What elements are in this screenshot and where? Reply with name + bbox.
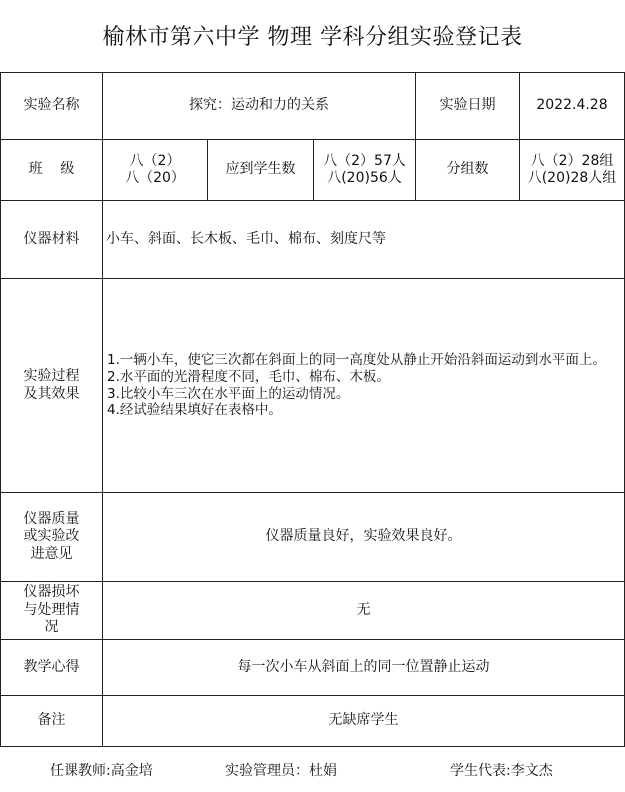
class-row (1, 140, 625, 201)
class-label: 班 级 (1, 140, 103, 201)
process-step: 3.比较小车三次在水平面上的运动情况。 (107, 385, 350, 402)
damage-value: 无 (103, 582, 625, 640)
teaching-label: 教学心得 (1, 640, 103, 696)
process-label: 实验过程 及其效果 (1, 279, 103, 493)
expected-students-value: 八（2）57人 八(20)56人 (314, 140, 416, 201)
registration-table (0, 72, 625, 747)
teaching-row (1, 640, 625, 696)
student-signature: 学生代表:李文杰 (450, 763, 553, 779)
process-step: 1.一辆小车，使它三次都在斜面上的同一高度处从静止开始沿斜面运动到水平面上。 (107, 351, 606, 368)
quality-value: 仪器质量良好，实验效果良好。 (103, 493, 625, 582)
process-row (1, 279, 625, 493)
process-step: 2.水平面的光滑程度不同，毛巾、棉布、木板。 (107, 368, 390, 385)
page-title: 榆林市第六中学 物理 学科分组实验登记表 (102, 25, 523, 50)
materials-row (1, 201, 625, 279)
experiment-name-row (1, 73, 625, 140)
expected-students-label: 应到学生数 (208, 140, 314, 201)
materials-label: 仪器材料 (1, 201, 103, 279)
notes-row (1, 696, 625, 747)
experiment-date-value: 2022.4.28 (520, 73, 625, 140)
process-step: 4.经试验结果填好在表格中。 (107, 402, 282, 419)
experiment-name-label: 实验名称 (1, 73, 103, 140)
group-count-value: 八（2）28组 八(20)28人组 (520, 140, 625, 201)
damage-row (1, 582, 625, 640)
materials-value: 小车、斜面、长木板、毛巾、棉布、刻度尺等 (103, 201, 625, 279)
experiment-date-label: 实验日期 (416, 73, 520, 140)
group-count-label: 分组数 (416, 140, 520, 201)
teacher-signature: 任课教师:高金培 (50, 763, 153, 779)
notes-label: 备注 (1, 696, 103, 747)
manager-signature: 实验管理员：杜娟 (225, 763, 337, 779)
class-value: 八（2） 八（20） (103, 140, 208, 201)
quality-label: 仪器质量 或实验改 进意见 (1, 493, 103, 582)
notes-value: 无缺席学生 (103, 696, 625, 747)
quality-row (1, 493, 625, 582)
experiment-name-value: 探究：运动和力的关系 (103, 73, 416, 140)
teaching-value: 每一次小车从斜面上的同一位置静止运动 (103, 640, 625, 696)
process-steps (103, 279, 625, 493)
damage-label: 仪器损坏 与处理情 况 (1, 582, 103, 640)
